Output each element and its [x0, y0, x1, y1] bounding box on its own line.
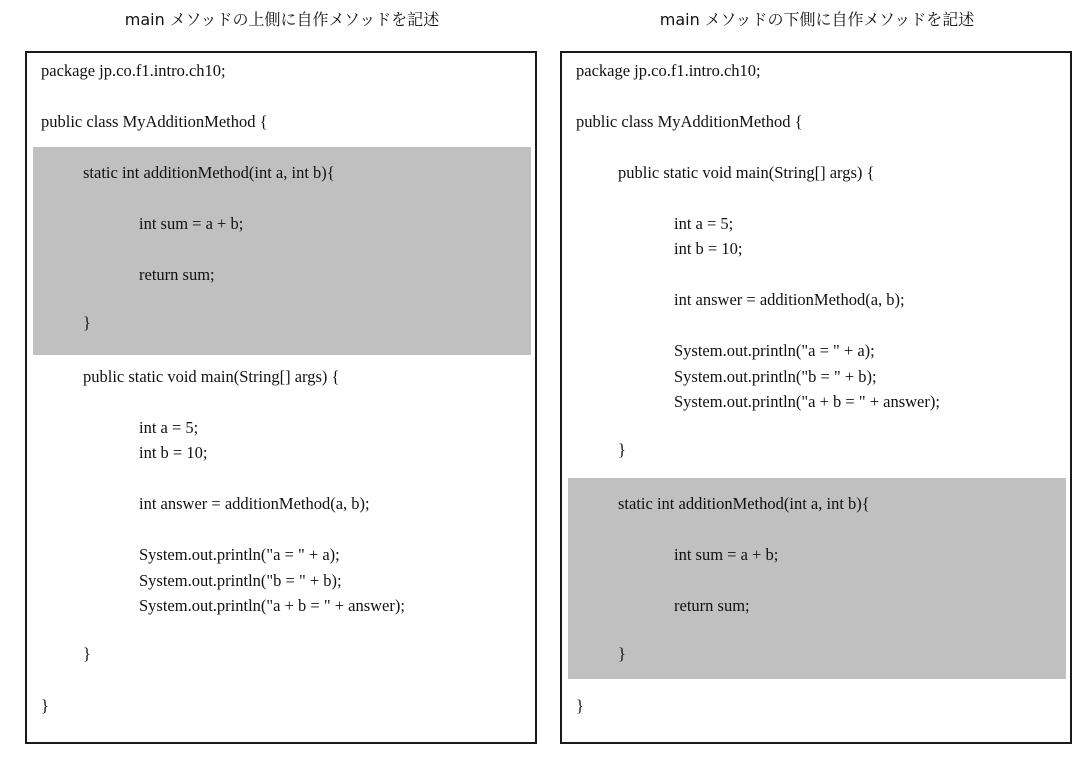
int-a-line: int a = 5; [139, 418, 199, 437]
class-declaration-line: public class MyAdditionMethod { [41, 112, 268, 131]
class-declaration-line: public class MyAdditionMethod { [576, 112, 803, 131]
method-declaration-line: static int additionMethod(int a, int b){ [83, 163, 335, 182]
sum-declaration-line: int sum = a + b; [674, 545, 779, 564]
method-close-brace: } [618, 644, 626, 663]
main-close-brace: } [618, 440, 626, 459]
answer-declaration-line: int answer = additionMethod(a, b); [674, 290, 905, 309]
print-a-line: System.out.println("a = " + a); [674, 341, 875, 360]
print-answer-line: System.out.println("a + b = " + answer); [139, 596, 405, 615]
left-code-panel [25, 51, 537, 744]
main-close-brace: } [83, 644, 91, 663]
print-b-line: System.out.println("b = " + b); [674, 367, 877, 386]
right-code-panel [560, 51, 1072, 744]
main-declaration-line: public static void main(String[] args) { [618, 163, 875, 182]
method-declaration-line: static int additionMethod(int a, int b){ [618, 494, 870, 513]
return-line: return sum; [674, 596, 750, 615]
class-close-brace: } [41, 696, 49, 715]
int-b-line: int b = 10; [139, 443, 208, 462]
int-b-line: int b = 10; [674, 239, 743, 258]
package-line: package jp.co.f1.intro.ch10; [576, 61, 761, 80]
package-line: package jp.co.f1.intro.ch10; [41, 61, 226, 80]
main-declaration-line: public static void main(String[] args) { [83, 367, 340, 386]
class-close-brace: } [576, 696, 584, 715]
method-close-brace: } [83, 313, 91, 332]
int-a-line: int a = 5; [674, 214, 734, 233]
right-panel-title: main メソッドの下側に自作メソッドを記述 [659, 10, 975, 29]
print-answer-line: System.out.println("a + b = " + answer); [674, 392, 940, 411]
print-b-line: System.out.println("b = " + b); [139, 571, 342, 590]
print-a-line: System.out.println("a = " + a); [139, 545, 340, 564]
left-panel-title: main メソッドの上側に自作メソッドを記述 [124, 10, 440, 29]
return-line: return sum; [139, 265, 215, 284]
answer-declaration-line: int answer = additionMethod(a, b); [139, 494, 370, 513]
sum-declaration-line: int sum = a + b; [139, 214, 244, 233]
